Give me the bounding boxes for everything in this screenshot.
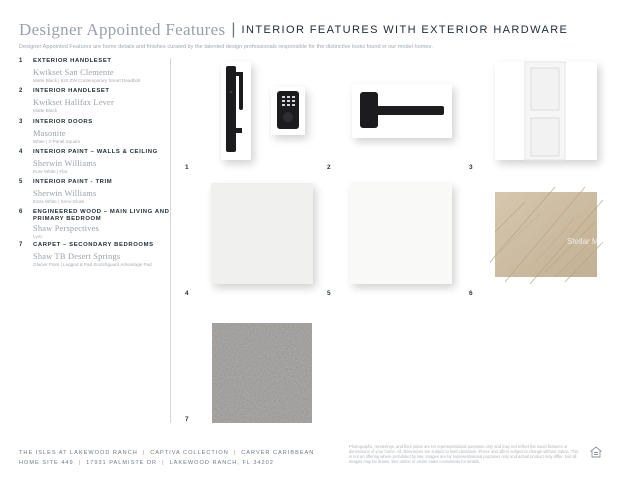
interior-door-image: [495, 62, 597, 160]
feature-category: INTERIOR DOORS: [33, 119, 93, 125]
feature-product: Sherwin Williams: [33, 159, 97, 168]
image-label-6: 6: [469, 290, 473, 297]
feature-product: Sherwin Williams: [33, 189, 97, 198]
feature-detail: Matte Black: [33, 108, 57, 113]
image-label-3: 3: [469, 164, 473, 171]
feature-category: ENGINEERED WOOD – MAIN LIVING AND PRIMARY BEDROOM: [33, 209, 170, 222]
feature-detail: Glacier Point | Legged & Pad Scotchguard Advantage Pad: [33, 262, 152, 267]
feature-number: 7: [19, 242, 23, 248]
footer-bar: |: [233, 450, 237, 456]
community-name: THE ISLES AT LAKEWOOD RANCH: [19, 450, 138, 456]
feature-category: CARPET – SECONDARY BEDROOMS: [33, 242, 154, 248]
feature-product: Shaw TB Desert Springs: [33, 252, 121, 261]
feature-category: INTERIOR PAINT – WALLS & CEILING: [33, 149, 158, 155]
collection-name: CAPTIVA COLLECTION: [150, 450, 229, 456]
feature-category: INTERIOR PAINT - TRIM: [33, 179, 113, 185]
door-graphic: [495, 62, 597, 160]
equal-housing-icon: [590, 446, 602, 458]
footer-bar: |: [162, 460, 165, 466]
footer-bar: |: [142, 450, 146, 456]
feature-number: 5: [19, 179, 23, 185]
feature-number: 1: [19, 58, 23, 64]
wood-plank-graphic: [495, 192, 609, 277]
city-state-zip: LAKEWOOD RANCH, FL 34202: [169, 460, 274, 466]
pure-white-paint-swatch: [211, 183, 313, 284]
title-row: [19, 20, 609, 40]
feature-product: Shaw Perspectives: [33, 224, 99, 233]
carpet-swatch: [212, 323, 312, 423]
feature-number: 4: [19, 149, 23, 155]
feature-category: INTERIOR HANDLESET: [33, 88, 110, 94]
feature-number: 6: [19, 209, 23, 215]
plan-name: CARVER CARIBBEAN: [241, 450, 315, 456]
exterior-handleset-image: [221, 62, 251, 160]
smart-deadbolt-image: [271, 87, 305, 135]
title-separator: |: [231, 21, 236, 38]
feature-number: 2: [19, 88, 23, 94]
deadbolt-keypad-graphic: [271, 87, 305, 135]
home-site: HOME SITE 449: [19, 460, 74, 466]
interior-lever-image: [352, 84, 452, 138]
image-label-1: 1: [185, 164, 189, 171]
watermark-text: Stellar MLS: [567, 237, 609, 246]
footer-bar: |: [78, 460, 82, 466]
feature-product: Masonite: [33, 129, 66, 138]
feature-category: EXTERIOR HANDLESET: [33, 58, 112, 64]
feature-product: Kwikset San Clemente: [33, 68, 114, 77]
page-title: Designer Appointed Features: [19, 20, 226, 39]
image-label-5: 5: [327, 290, 331, 297]
feature-detail: Matte Black | 620 ZW Contemporary Smart Deadbolt: [33, 78, 141, 83]
page-header: [19, 20, 609, 50]
footer-line-1: [19, 448, 314, 458]
carpet-texture-graphic: [212, 323, 312, 423]
footer-address: [19, 448, 314, 468]
page-subtitle: INTERIOR FEATURES WITH EXTERIOR HARDWARE: [241, 24, 569, 36]
street-address: 17931 PALMISTE DR: [86, 460, 158, 466]
image-label-4: 4: [185, 290, 189, 297]
handleset-graphic: [221, 62, 251, 160]
footer-line-2: [19, 458, 314, 468]
engineered-wood-swatch: [495, 192, 609, 277]
legal-disclaimer: Photographs, renderings, and floor plans are for representational purposes only and may not reflect the exact features or dimensions of your home. All dimensions are subject to field variations. Prices and offers subject to change without notice. This is not an offering where prohibited by law. Images are for representational purposes only and actual product may differ. Not all images may be drawn. See online or onsite sales consultants for details.: [349, 444, 579, 464]
vertical-divider: [170, 58, 171, 423]
extra-white-paint-swatch: [350, 183, 452, 284]
lever-graphic: [352, 84, 452, 138]
feature-detail: White | 2-Panel Square: [33, 139, 81, 144]
page-description: Designer Appointed Features are home details and finishes curated by the talented design professionals responsible for the distinctive looks found in our model homes.: [19, 44, 433, 50]
feature-detail: Lyric: [33, 234, 43, 239]
feature-detail: Pure White | Flat: [33, 169, 68, 174]
feature-number: 3: [19, 119, 23, 125]
image-label-2: 2: [327, 164, 331, 171]
feature-detail: Extra White | Semi-Gloss: [33, 199, 85, 204]
feature-product: Kwikset Halifax Lever: [33, 98, 114, 107]
image-label-7: 7: [185, 416, 189, 423]
